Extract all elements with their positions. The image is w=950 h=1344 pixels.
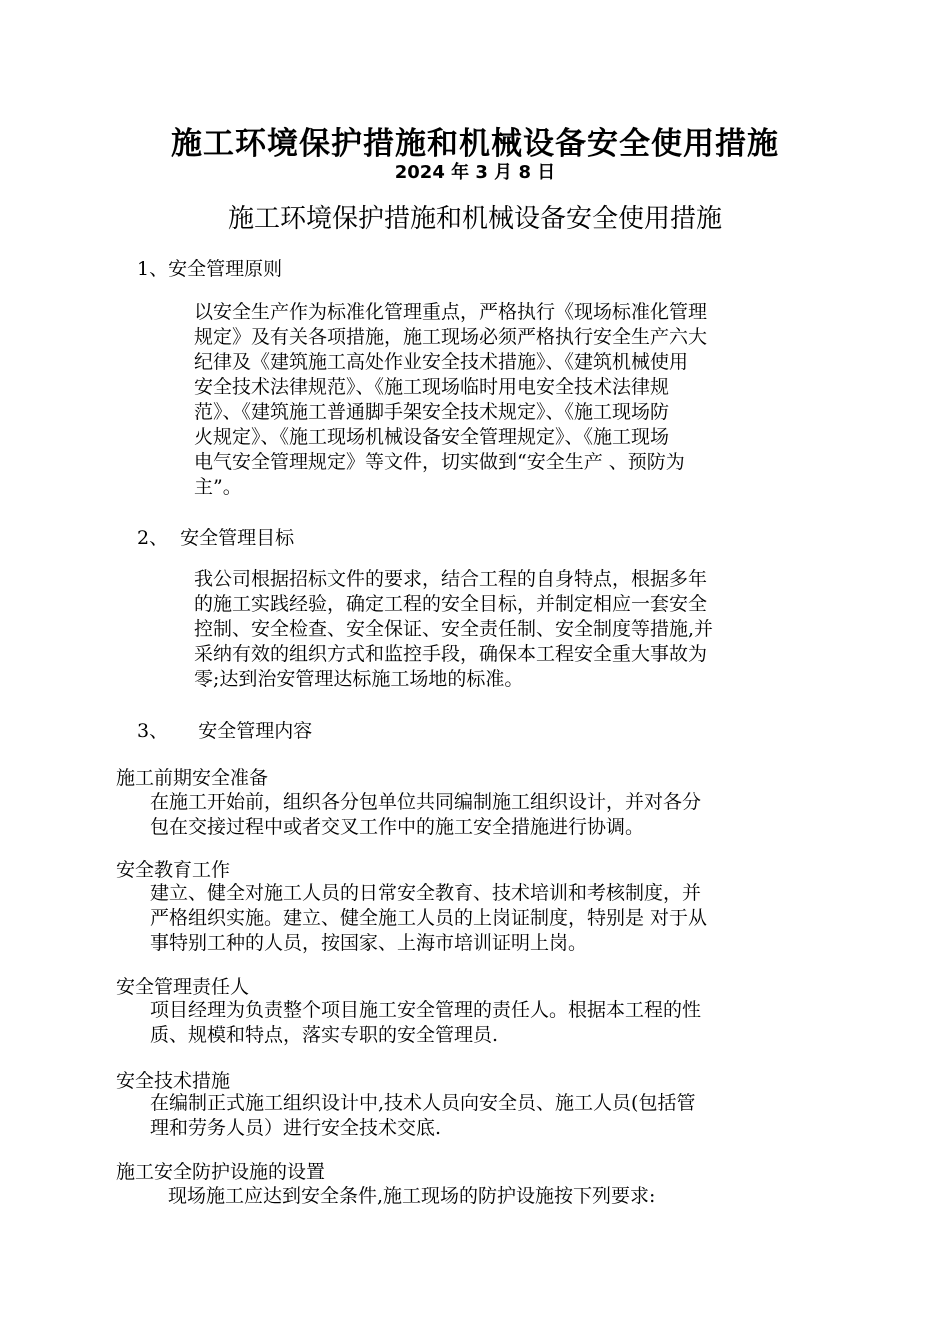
paragraph-line: 主”。 [194, 476, 242, 498]
paragraph-line: 包在交接过程中或者交叉工作中的施工安全措施进行协调。 [150, 816, 645, 838]
paragraph-line: 我公司根据招标文件的要求，结合工程的自身特点，根据多年 [194, 568, 708, 590]
document-title: 施工环境保护措施和机械设备安全使用措施 [171, 126, 779, 162]
subsection-heading-preparation: 施工前期安全准备 [116, 767, 269, 789]
paragraph-line: 规定》及有关各项措施，施工现场必须严格执行安全生产六大 [194, 326, 708, 348]
subsection-body-preparation [150, 790, 701, 840]
subsection-body-education [150, 881, 707, 956]
paragraph-line: 事特别工种的人员，按国家、上海市培训证明上岗。 [150, 932, 588, 954]
section-body-goals [194, 567, 713, 692]
paragraph-line: 采纳有效的组织方式和监控手段，确保本工程安全重大事故为 [194, 643, 708, 665]
subsection-heading-technical: 安全技术措施 [116, 1070, 231, 1092]
paragraph-line: 以安全生产作为标准化管理重点，严格执行《现场标准化管理 [194, 301, 708, 323]
subsection-body-responsible [150, 998, 701, 1048]
paragraph-line: 严格组织实施。建立、健全施工人员的上岗证制度，特别是 对于从 [150, 907, 708, 929]
subsection-heading-education: 安全教育工作 [116, 859, 231, 881]
subsection-heading-responsible: 安全管理责任人 [116, 976, 250, 998]
paragraph-line: 在编制正式施工组织设计中,技术人员向安全员、施工人员(包括管 [150, 1092, 696, 1114]
paragraph-line: 的施工实践经验，确定工程的安全目标，并制定相应一套安全 [194, 593, 708, 615]
paragraph-line: 质、规模和特点，落实专职的安全管理员. [150, 1024, 499, 1046]
paragraph-line: 零;达到治安管理达标施工场地的标准。 [194, 668, 524, 690]
paragraph-line: 电气安全管理规定》等文件，切实做到“安全生产 、预防为 [194, 451, 685, 473]
subsection-body-protection [168, 1184, 655, 1209]
subsection-body-technical [150, 1091, 695, 1141]
document-subtitle: 施工环境保护措施和机械设备安全使用措施 [227, 204, 722, 234]
paragraph-line: 范》、《建筑施工普通脚手架安全技术规定》、《施工现场防 [194, 401, 670, 423]
paragraph-line: 火规定》、《施工现场机械设备安全管理规定》、《施工现场 [194, 426, 670, 448]
paragraph-line: 纪律及《建筑施工高处作业安全技术措施》、《建筑机械使用 [194, 351, 689, 373]
paragraph-line: 安全技术法律规范》、《施工现场临时用电安全技术法律规 [194, 376, 670, 398]
paragraph-line: 控制、安全检查、安全保证、安全责任制、安全制度等措施,并 [194, 618, 714, 640]
paragraph-line: 理和劳务人员）进行安全技术交底. [150, 1117, 442, 1139]
paragraph-line: 在施工开始前，组织各分包单位共同编制施工组织设计，并对各分 [150, 791, 702, 813]
section-heading-contents: 3、 安全管理内容 [137, 720, 313, 742]
section-heading-principles: 1、安全管理原则 [137, 258, 283, 280]
paragraph-line: 项目经理为负责整个项目施工安全管理的责任人。根据本工程的性 [150, 999, 702, 1021]
document-date: 2024 年 3 月 8 日 [394, 162, 556, 183]
section-heading-goals: 2、 安全管理目标 [137, 527, 295, 549]
paragraph-line: 建立、健全对施工人员的日常安全教育、技术培训和考核制度，并 [150, 882, 702, 904]
section-body-principles [194, 300, 707, 500]
subsection-heading-protection: 施工安全防护设施的设置 [116, 1161, 326, 1183]
paragraph-line: 现场施工应达到安全条件,施工现场的防护设施按下列要求: [168, 1185, 656, 1207]
